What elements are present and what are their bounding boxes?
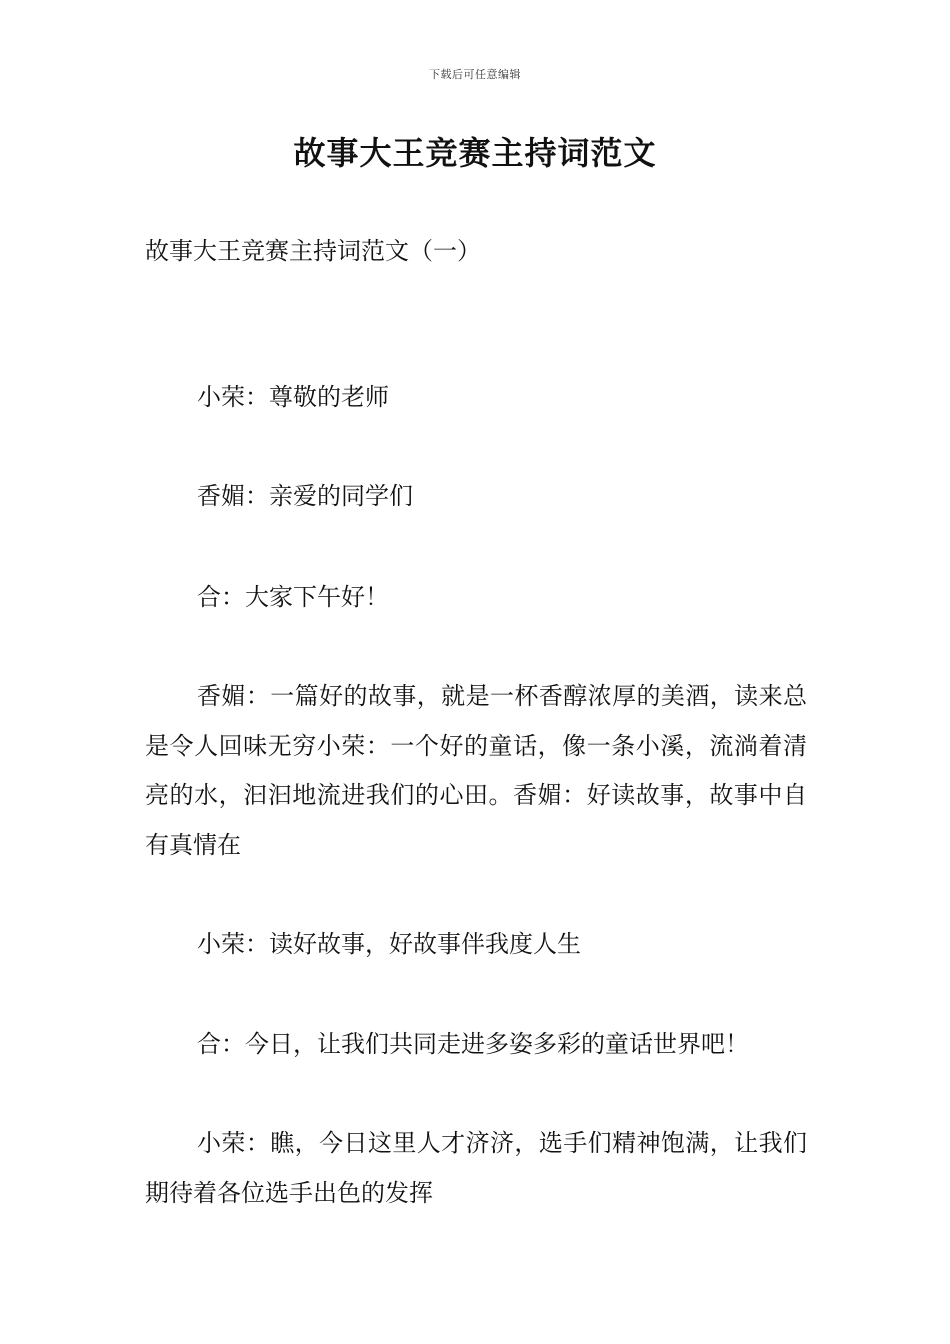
header-note: 下载后可任意编辑 [429,68,521,81]
section-subtitle: 故事大王竞赛主持词范文（一） [145,237,481,265]
paragraph-7: 小荣：瞧，今日这里人才济济，选手们精神饱满，让我们期待着各位选手出色的发挥 [145,1129,807,1207]
paragraph-3: 合：大家下午好！ [197,583,389,611]
document-title: 故事大王竞赛主持词范文 [293,134,657,172]
paragraph-1: 小荣：尊敬的老师 [197,383,389,411]
paragraph-5: 小荣：读好故事，好故事伴我度人生 [197,930,581,958]
paragraph-2: 香媚：亲爱的同学们 [197,482,413,510]
paragraph-6: 合：今日，让我们共同走进多姿多彩的童话世界吧！ [197,1030,749,1058]
paragraph-4: 香媚：一篇好的故事，就是一杯香醇浓厚的美酒，读来总是令人回味无穷小荣：一个好的童话，像一条小溪，流淌着清亮的水，汩汩地流进我们的心田。香媚：好读故事，故事中自有真情在 [145,682,807,859]
